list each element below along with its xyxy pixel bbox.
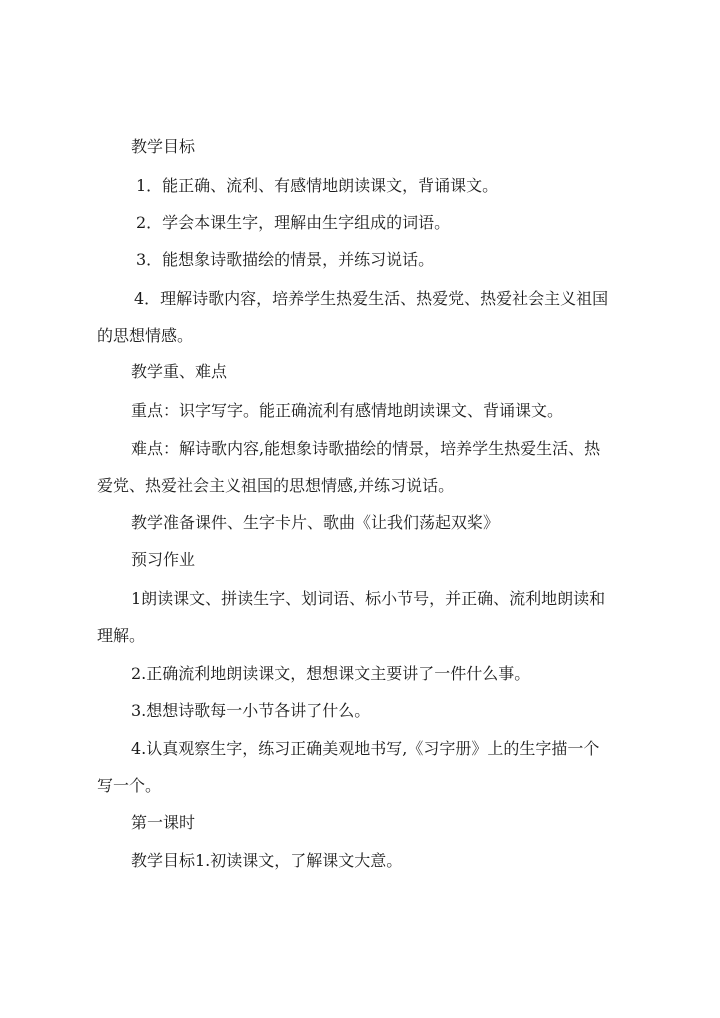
teaching-preparation: 教学准备课件、生字卡片、歌曲《让我们荡起双桨》 [131,513,500,532]
heading-preview-homework: 预习作业 [131,550,196,569]
goal-item-2: 2．学会本课生字，理解由生字组成的词语。 [136,213,451,232]
homework-item-1: 1朗读课文、拼读生字、划词语、标小节号，并正确、流利地朗读和 [131,589,606,608]
goal-item-4: 4．理解诗歌内容，培养学生热爱生活、热爱党、热爱社会主义祖国 [134,289,609,308]
heading-key-points: 教学重、难点 [131,362,228,381]
heading-teaching-goals: 教学目标 [131,137,196,156]
homework-item-4: 4.认真观察生字，练习正确美观地书写,《习字册》上的生字描一个 [131,739,600,758]
homework-item-1-continued: 理解。 [97,626,146,645]
homework-item-4-continued: 写一个。 [97,776,162,795]
difficult-point-continued: 爱党、热爱社会主义祖国的思想情感,并练习说话。 [97,476,455,495]
homework-item-2: 2.正确流利地朗读课文，想想课文主要讲了一件什么事。 [131,664,531,683]
key-point-text: 重点：识字写字。能正确流利有感情地朗读课文、背诵课文。 [131,401,564,420]
goal-item-4-continued: 的思想情感。 [97,326,194,345]
difficult-point-text: 难点：解诗歌内容,能想象诗歌描绘的情景，培养学生热爱生活、热 [131,439,601,458]
first-lesson-goal: 教学目标1.初读课文，了解课文大意。 [131,851,403,870]
homework-item-3: 3.想想诗歌每一小节各讲了什么。 [131,701,371,720]
heading-first-lesson: 第一课时 [131,813,196,832]
goal-item-1: 1．能正确、流利、有感情地朗读课文，背诵课文。 [136,176,499,195]
goal-item-3: 3．能想象诗歌描绘的情景，并练习说话。 [136,250,435,269]
